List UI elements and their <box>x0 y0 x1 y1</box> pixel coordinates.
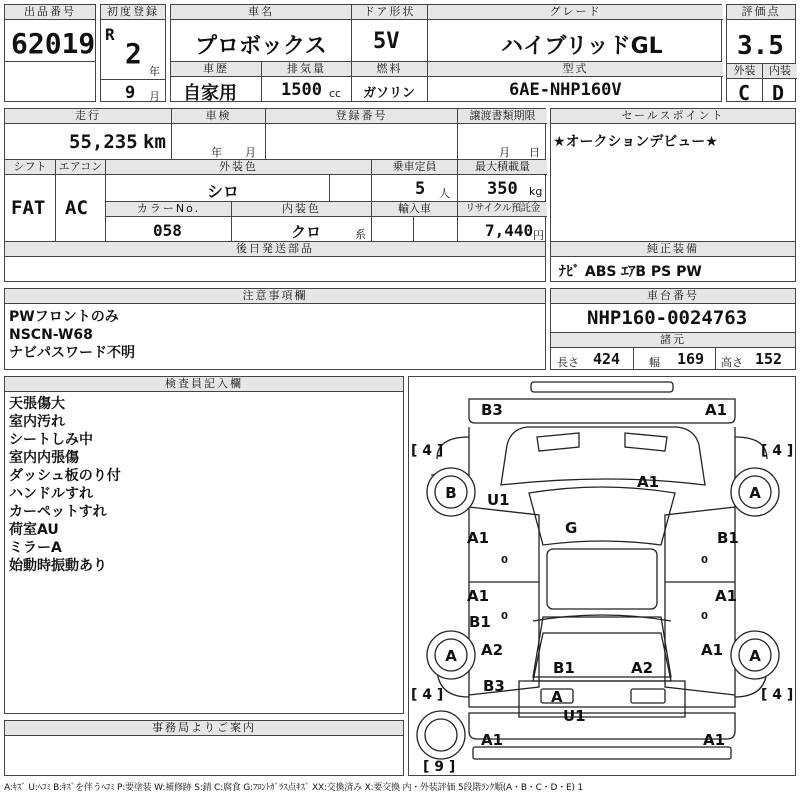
notes-line: PWフロントのみ <box>9 309 119 325</box>
tread-rear-left: [ 4 ] <box>411 687 444 703</box>
notes-label: 注意事項欄 <box>5 289 545 304</box>
tire-rear-left: A <box>445 647 457 665</box>
mark-a1-front-left-door: A1 <box>467 529 490 547</box>
mark-b3-front-left: B3 <box>481 401 503 419</box>
mark-a1-front-right: A1 <box>705 401 728 419</box>
displacement: 1500 <box>281 80 322 100</box>
car-diagram <box>409 377 795 775</box>
interior-label: 内装 <box>762 64 797 79</box>
mark-b1-front-right-door: B1 <box>717 529 739 547</box>
seats-unit: 人 <box>439 187 450 200</box>
interior-color-label: 内装色 <box>231 202 371 217</box>
exterior-color: シロ <box>207 182 240 201</box>
width: 169 <box>677 350 705 368</box>
max-load: 350 <box>487 179 518 199</box>
mark-a1-bottom-right: A1 <box>703 731 726 749</box>
height: 152 <box>755 350 783 368</box>
deadline-month-unit: 月 <box>499 146 510 159</box>
tread-front-left: [ 4 ] <box>411 443 444 459</box>
lot-number: 62019 <box>11 27 96 60</box>
recycle-unit: 円 <box>533 229 544 242</box>
notes-list <box>9 308 135 362</box>
genuine-equipment: ﾅﾋﾞ ABS ｴｱB PS PW <box>559 264 702 280</box>
mark-g-windshield: G <box>565 519 578 537</box>
color-label: 外装色 <box>105 160 371 175</box>
mark-a1-hood: A1 <box>637 473 660 491</box>
inspector-line: カーペットすれ <box>9 504 107 520</box>
mark-a1-right-quarter: A1 <box>701 641 724 659</box>
color-no-label: カラーNo. <box>105 202 231 217</box>
inspector-list <box>9 395 121 575</box>
shift: FAT <box>11 197 46 219</box>
car-name-box <box>170 4 722 102</box>
era: R <box>105 25 115 44</box>
sales-point-label: セールスポイント <box>551 109 795 124</box>
first-registration-box <box>100 4 166 102</box>
month: 9 <box>125 83 136 103</box>
load-unit: kg <box>529 185 543 198</box>
color-number: 058 <box>153 221 182 240</box>
history: 自家用 <box>183 83 237 104</box>
office-box <box>4 720 404 776</box>
month-unit: 月 <box>149 90 160 103</box>
seats-label: 乗車定員 <box>371 160 457 175</box>
exterior-grade: C <box>738 81 751 105</box>
sales-point: ★オークションデビュー★ <box>553 134 718 150</box>
seats: 5 <box>415 179 426 199</box>
aircon: AC <box>65 197 88 219</box>
chassis-label: 車台番号 <box>551 289 795 304</box>
genuine-equipment-label: 純正装備 <box>551 242 795 257</box>
year: 2 <box>125 37 142 70</box>
lot-number-label: 出品番号 <box>5 5 95 20</box>
inspector-line: 始動時振動あり <box>9 558 107 574</box>
inspector-line: 荷室AU <box>9 522 59 538</box>
interior-color: クロ <box>291 223 322 241</box>
mark-u1-rear-bumper: U1 <box>563 707 586 725</box>
grade-label: グレード <box>427 5 723 20</box>
first-registration-label: 初度登録 <box>101 5 165 20</box>
mark-b3-rear-left: B3 <box>483 677 505 695</box>
legend: A:ｷｽﾞ U:ﾍｺﾐ B:ｷｽﾞを伴うﾍｺﾐ P:要塗装 W:補修跡 S:錆 C:腐食 G:ﾌﾛﾝﾄｶﾞﾗｽ点ｷｽﾞ XX:交換済み X:要交換 内・外装評価 5段階ﾗﾝｸ順(A・B・C・D・E) 1 <box>4 783 583 793</box>
score-box <box>726 4 796 105</box>
inspector-line: 室内内張傷 <box>9 450 79 466</box>
interior-color-unit: 系 <box>355 228 366 241</box>
cc-unit: cc <box>329 87 342 100</box>
inspector-line: 天張傷大 <box>9 396 65 412</box>
detail-grid <box>4 108 546 282</box>
notes-box <box>4 288 546 370</box>
inspector-box <box>4 376 404 714</box>
ac-label: エアコン <box>55 160 105 175</box>
year-unit: 年 <box>149 65 160 78</box>
shift-label: シフト <box>5 160 55 175</box>
score-label: 評価点 <box>727 5 795 20</box>
tread-spare: [ 9 ] <box>423 759 456 775</box>
tire-rear-right: A <box>749 647 761 665</box>
door-handle-mark: 0 <box>501 611 508 622</box>
mark-a-plate: A <box>551 688 563 706</box>
score: 3.5 <box>737 31 784 61</box>
recycle-fee: 7,440 <box>485 221 534 240</box>
mark-u1-fender: U1 <box>487 491 510 509</box>
car-name-label: 車名 <box>171 5 351 20</box>
inspector-line: 室内汚れ <box>9 414 65 430</box>
mark-a1-rear-left-door: A1 <box>467 587 490 605</box>
mileage-label: 走行 <box>5 109 171 124</box>
mark-a2-trunk: A2 <box>631 659 654 677</box>
height-label: 高さ <box>721 356 743 369</box>
deadline-label: 譲渡書類期限 <box>457 109 547 124</box>
cc-label: 排気量 <box>261 62 351 77</box>
import-label: 輸入車 <box>371 202 457 217</box>
inspection-label: 車検 <box>171 109 265 124</box>
car-diagram-box <box>408 376 796 776</box>
tire-front-left: B <box>445 484 457 502</box>
interior-grade: D <box>772 81 785 105</box>
chassis-number: NHP160-0024763 <box>587 307 748 329</box>
fuel: ガソリン <box>363 86 416 101</box>
tire-front-right: A <box>749 484 761 502</box>
length-label: 長さ <box>557 356 579 369</box>
door-handle-mark: 0 <box>701 555 708 566</box>
lot-number-box <box>4 4 96 102</box>
grade: ハイブリッドGL <box>501 34 663 59</box>
load-label: 最大積載量 <box>457 160 547 175</box>
door-handle-mark: 0 <box>701 611 708 622</box>
inspector-line: ダッシュ板のり付 <box>9 468 121 484</box>
notes-line: ナビパスワード不明 <box>9 345 135 361</box>
inspector-label: 検査員記入欄 <box>5 377 403 392</box>
regno-label: 登録番号 <box>265 109 457 124</box>
mark-a2-left-quarter: A2 <box>481 641 504 659</box>
mark-a1-rear-right-door: A1 <box>715 587 738 605</box>
recycle-label: リサイクル預託金 <box>457 202 547 217</box>
fuel-label: 燃料 <box>351 62 427 77</box>
later-parts-label: 後日発送部品 <box>5 242 545 257</box>
model-label: 型式 <box>427 62 723 77</box>
inspector-line: ミラーA <box>9 540 62 556</box>
mark-b1-trunk: B1 <box>553 659 575 677</box>
door-handle-mark: 0 <box>501 555 508 566</box>
history-label: 車歴 <box>171 62 261 77</box>
mark-b1-rear-left-door: B1 <box>469 613 491 631</box>
tread-front-right: [ 4 ] <box>761 443 794 459</box>
width-label: 幅 <box>649 356 660 369</box>
genuine-equipment-box <box>550 241 796 282</box>
chassis-box <box>550 288 796 370</box>
door-shape: 5V <box>373 29 400 54</box>
sales-point-box <box>550 108 796 242</box>
mileage: 55,235 <box>69 131 138 153</box>
model-code: 6AE-NHP160V <box>509 80 622 100</box>
mileage-unit: km <box>143 131 166 153</box>
office-label: 事務局よりご案内 <box>5 721 403 736</box>
inspector-line: ハンドルすれ <box>9 486 93 502</box>
notes-line: NSCN-W68 <box>9 327 93 343</box>
inspection-month-unit: 月 <box>245 146 256 159</box>
exterior-label: 外装 <box>727 64 762 79</box>
car-name: プロボックス <box>195 34 327 59</box>
door-label: ドア形状 <box>351 5 427 20</box>
deadline-day-unit: 日 <box>529 146 540 159</box>
inspector-line: シートしみ中 <box>9 432 93 448</box>
tread-rear-right: [ 4 ] <box>761 687 794 703</box>
spec-label: 諸元 <box>551 333 795 348</box>
length: 424 <box>593 350 621 368</box>
inspection-year-unit: 年 <box>211 146 222 159</box>
mark-a1-bottom-left: A1 <box>481 731 504 749</box>
